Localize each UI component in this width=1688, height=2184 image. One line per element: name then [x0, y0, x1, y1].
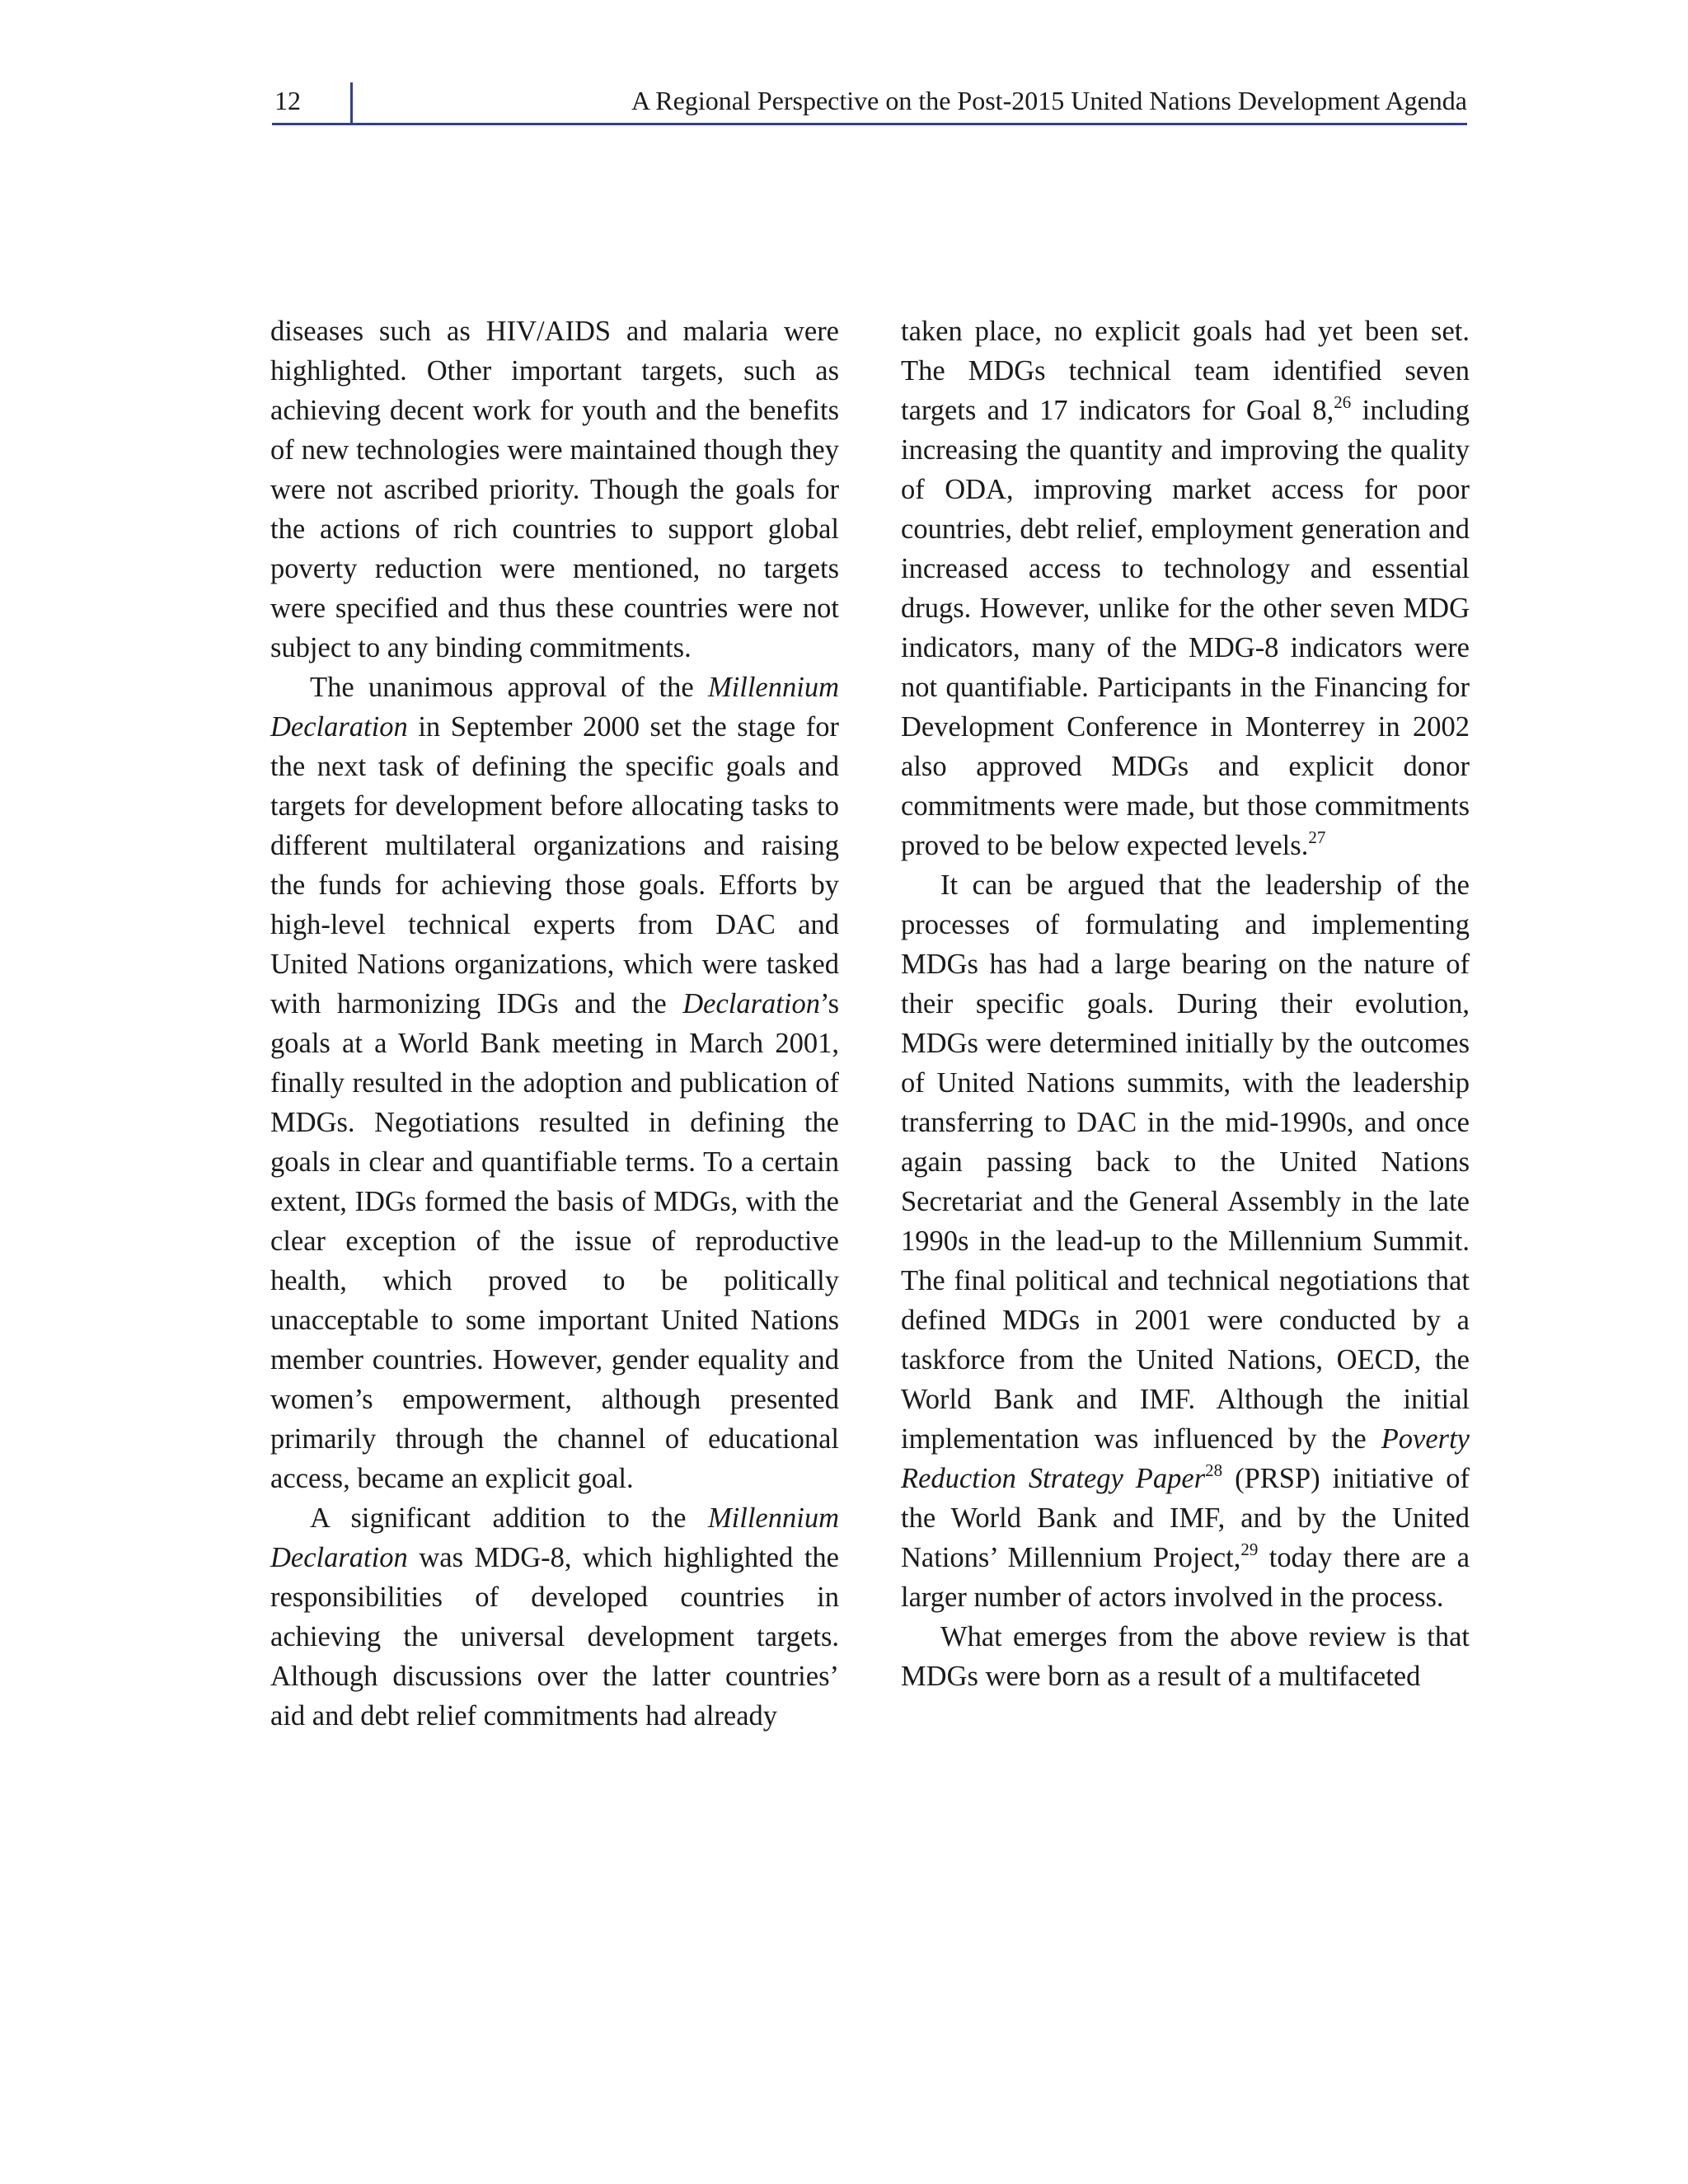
- italic-title: Millennium Declaration: [270, 672, 839, 743]
- paragraph: [901, 865, 1470, 1617]
- paragraph-text: today there are a larger number of actors involved in the process.: [901, 1542, 1470, 1613]
- footnote-ref[interactable]: 28: [1205, 1460, 1223, 1480]
- paragraph-text: The unanimous approval of the: [310, 672, 708, 703]
- right-column: [901, 312, 1470, 1696]
- running-title: A Regional Perspective on the Post-2015 United Nations Development Agenda: [631, 86, 1467, 115]
- paragraph-text: diseases such as HIV/AIDS and malaria were highlighted. Other important targets, such as achieving decent work for youth and the benefits of new technologies were maintained though they were not ascribed priority. Though the goals for the actions of rich countries to support global poverty reduction were mentioned, no targets were specified and thus these countries were not subject to any binding commitments.: [270, 316, 839, 663]
- paragraph: [901, 312, 1470, 865]
- italic-title: Poverty Reduction Strategy Paper: [901, 1423, 1470, 1494]
- page-number: 12: [274, 86, 301, 115]
- paragraph-text: ’s goals at a World Bank meeting in March 2001, finally resulted in the adoption and publication of MDGs. Negotiations resulted in defining the goals in clear and quantifiable terms. To a certain extent, IDGs formed the basis of MDGs, with the clear exception of the issue of reproductive health, which proved to be politically unacceptable to some important United Nations member countries. However, gender equality and women’s empowerment, although presented primarily through the channel of educational access, became an explicit goal.: [270, 988, 839, 1494]
- footnote-ref[interactable]: 26: [1334, 392, 1352, 412]
- paragraph-text: including increasing the quantity and improving the quality of ODA, improving market access for poor countries, debt relief, employment generation and increased access to technology and essential drugs. However, unlike for the other seven MDG indicators, many of the MDG-8 indicators were not quantifiable. Participants in the Financing for Development Conference in Monterrey in 2002 also approved MDGs and explicit donor commitments were made, but those commitments proved to be below expected levels.: [901, 395, 1470, 861]
- italic-title: Declaration: [682, 988, 820, 1019]
- paragraph: [270, 668, 839, 1498]
- paragraph: [901, 1617, 1470, 1696]
- paragraph-text: taken place, no explicit goals had yet been set. The MDGs technical team identified seven targets and 17 indicators for Goal 8,: [901, 316, 1470, 426]
- paragraph-text: in September 2000 set the stage for the next task of defining the specific goals and targets for development before allocating tasks to different multilateral organizations and raising the funds for achieving those goals. Efforts by high-level technical experts from DAC and United Nations organizations, which were tasked with harmonizing IDGs and the: [270, 711, 839, 1019]
- paragraph-text: (PRSP) initiative of the World Bank and IMF, and by the United Nations’ Millennium Project,: [901, 1463, 1470, 1573]
- header-divider: [350, 82, 353, 125]
- footnote-ref[interactable]: 29: [1240, 1540, 1259, 1559]
- paragraph-text: A significant addition to the: [310, 1502, 708, 1534]
- left-column: [270, 312, 839, 1736]
- paragraph: [270, 312, 839, 668]
- paragraph: [270, 1498, 839, 1736]
- footnote-ref[interactable]: 27: [1308, 827, 1326, 847]
- paragraph-text: It can be argued that the leadership of the processes of formulating and implementing MDGs has had a large bearing on the nature of their specific goals. During their evolution, MDGs were determined initially by the outcomes of United Nations summits, with the leadership transferring to DAC in the mid-1990s, and once again passing back to the United Nations Secretariat and the General Assembly in the late 1990s in the lead-up to the Millennium Summit. The final political and technical negotiations that defined MDGs in 2001 were conducted by a taskforce from the United Nations, OECD, the World Bank and IMF. Although the initial implementation was influenced by the: [901, 869, 1470, 1455]
- italic-title: Millennium Declaration: [270, 1502, 839, 1573]
- paragraph-text: What emerges from the above review is that MDGs were born as a result of a multifaceted: [901, 1621, 1470, 1692]
- header-rule: [272, 123, 1467, 125]
- paragraph-text: was MDG-8, which highlighted the responsibilities of developed countries in achieving the universal development targets. Although discussions over the latter countries’ aid and debt relief commitments had already: [270, 1542, 839, 1732]
- running-header: [272, 82, 1467, 125]
